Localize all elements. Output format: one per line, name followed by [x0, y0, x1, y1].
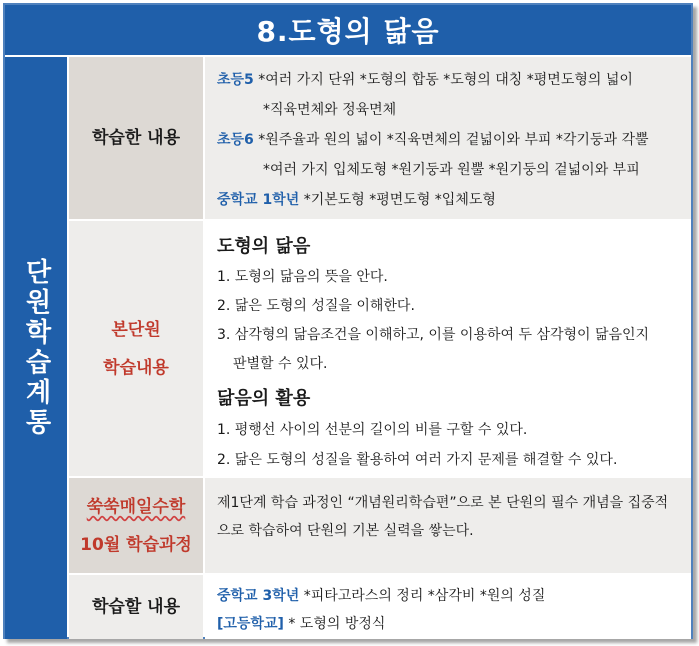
- section1-item-2: 2. 닮은 도형의 성질을 이해한다.: [217, 298, 415, 314]
- course-label-line1: 쑥쑥매일수학: [86, 496, 186, 517]
- previous-line-5: 중학교 1학년 *기본도형 *평면도형 *입체도형: [217, 192, 496, 208]
- section2-item-2: 2. 닮은 도형의 성질을 활용하여 여러 가지 문제를 해결할 수 있다.: [217, 452, 618, 468]
- current-label-line1: 본단원: [111, 319, 161, 340]
- course-text-2: 으로 학습하여 단원의 기본 실력을 쌓는다.: [217, 523, 474, 539]
- course-content: [205, 478, 691, 573]
- section1-item-1: 1. 도형의 닮음의 뜻을 안다.: [217, 269, 388, 285]
- row-label-course: [69, 478, 203, 573]
- next-line-1: 중학교 3학년 *피타고라스의 정리 *삼각비 *원의 성질: [217, 588, 546, 604]
- course-label-line2: 10월 학습과정: [80, 534, 192, 555]
- next-label: 학습할 내용: [91, 597, 181, 617]
- side-label-text: 단원학습계통: [21, 258, 51, 438]
- course-text-1: 제1단계 학습 과정인 “개념원리학습편”으로 본 단원의 필수 개념을 집중적: [217, 495, 669, 511]
- previous-line-2: *직육면체와 정육면체: [263, 102, 397, 118]
- row-label-current: [69, 221, 203, 476]
- row-label-previous: [69, 57, 203, 219]
- section2-title: 닮음의 활용: [217, 388, 311, 409]
- current-content: [205, 221, 691, 476]
- section1-item-3: 3. 삼각형의 닮음조건을 이해하고, 이를 이용하여 두 삼각형이 닮음인지: [217, 327, 650, 343]
- previous-label: 학습한 내용: [91, 128, 181, 148]
- previous-line-3: 초등6 *원주율과 원의 넓이 *직육면체의 겉넓이와 부피 *각기둥과 각뿔: [217, 132, 649, 148]
- next-line-2: [고등학교] * 도형의 방정식: [217, 616, 386, 632]
- next-content: [205, 575, 691, 639]
- previous-line-4: *여러 가지 입체도형 *원기둥과 원뿔 *원기둥의 겉넓이와 부피: [263, 162, 640, 178]
- page-title: 8.도형의 닮음: [5, 5, 691, 55]
- row-label-next: [69, 575, 203, 639]
- current-label-line2: 학습내용: [103, 357, 169, 378]
- curriculum-table: [3, 3, 693, 639]
- previous-content: [205, 57, 691, 219]
- section2-item-1: 1. 평행선 사이의 선분의 길이의 비를 구할 수 있다.: [217, 422, 528, 438]
- previous-line-1: 초등5 *여러 가지 단위 *도형의 합동 *도형의 대칭 *평면도형의 넓이: [217, 72, 633, 88]
- section1-item-3-cont: 판별할 수 있다.: [233, 356, 328, 372]
- side-label: [5, 57, 67, 639]
- section1-title: 도형의 닮음: [217, 236, 311, 257]
